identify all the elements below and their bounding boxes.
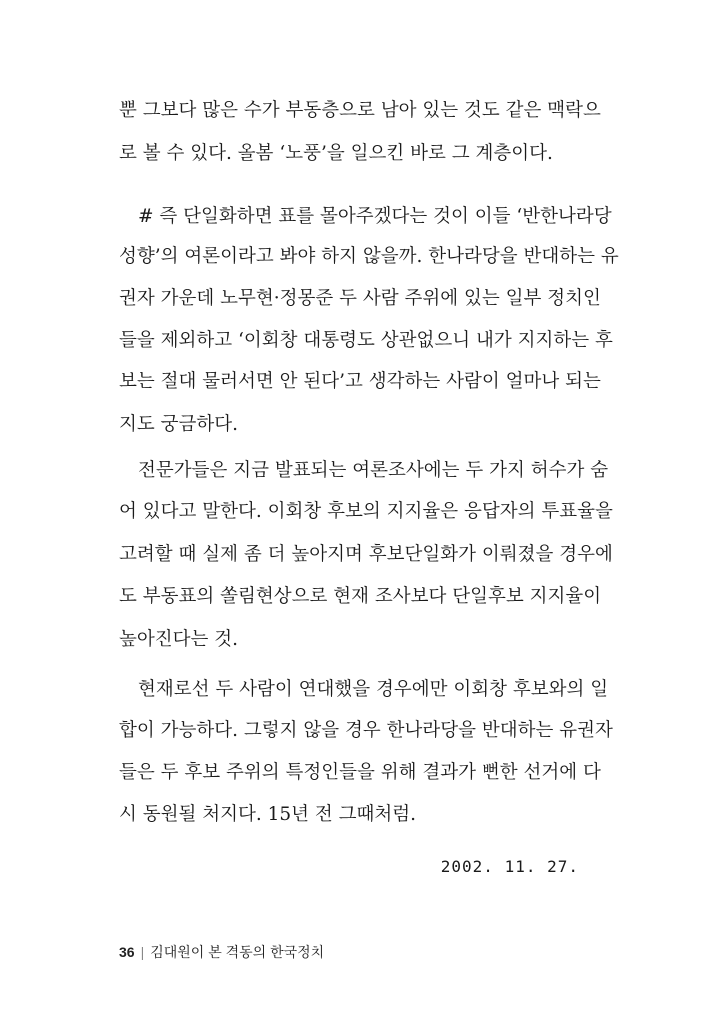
text-line: 성향’의 여론이라고 봐야 하지 않을까. 한나라당을 반대하는 유 [119,246,619,267]
text-line: 뿐 그보다 많은 수가 부동층으로 남아 있는 것도 같은 맥락으 [119,100,601,121]
page-number: 36 [119,944,135,960]
text-line: 어 있다고 말한다. 이회창 후보의 지지율은 응답자의 투표율을 [119,501,613,522]
text-line: 권자 가운데 노무현·정몽준 두 사람 주위에 있는 일부 정치인 [119,288,601,309]
text-line: 전문가들은 지금 발표되는 여론조사에는 두 가지 허수가 숨 [138,460,609,481]
text-line: 들을 제외하고 ‘이회창 대통령도 상관없으니 내가 지지하는 후 [119,330,613,351]
text-line: 시 동원될 처지다. 15년 전 그때처럼. [119,804,417,825]
text-line: # 즉 단일화하면 표를 몰아주겠다는 것이 이들 ‘반한나라당 [138,206,612,227]
text-line: 높아진다는 것. [119,629,238,650]
text-line: 현재로선 두 사람이 연대했을 경우에만 이회창 후보와의 일 [138,679,609,700]
footer-separator: | [140,944,145,960]
book-title: 김대원이 본 격동의 한국정치 [150,944,325,960]
text-line: 들은 두 후보 주위의 특정인들을 위해 결과가 뻔한 선거에 다 [119,762,601,783]
text-line: 지도 궁금하다. [119,414,238,435]
text-line: 합이 가능하다. 그렇지 않을 경우 한나라당을 반대하는 유권자 [119,720,613,741]
text-line: 도 부동표의 쏠림현상으로 현재 조사보다 단일후보 지지율이 [119,586,602,607]
text-line: 로 볼 수 있다. 올봄 ‘노풍’을 일으킨 바로 그 계층이다. [119,143,553,164]
text-line: 고려할 때 실제 좀 더 높아지며 후보단일화가 이뤄졌을 경우에 [119,544,613,565]
date: 2002. 11. 27. [440,857,579,876]
page-footer [119,942,324,962]
text-line: 보는 절대 물러서면 안 된다’고 생각하는 사람이 얼마나 되는 [119,371,601,392]
